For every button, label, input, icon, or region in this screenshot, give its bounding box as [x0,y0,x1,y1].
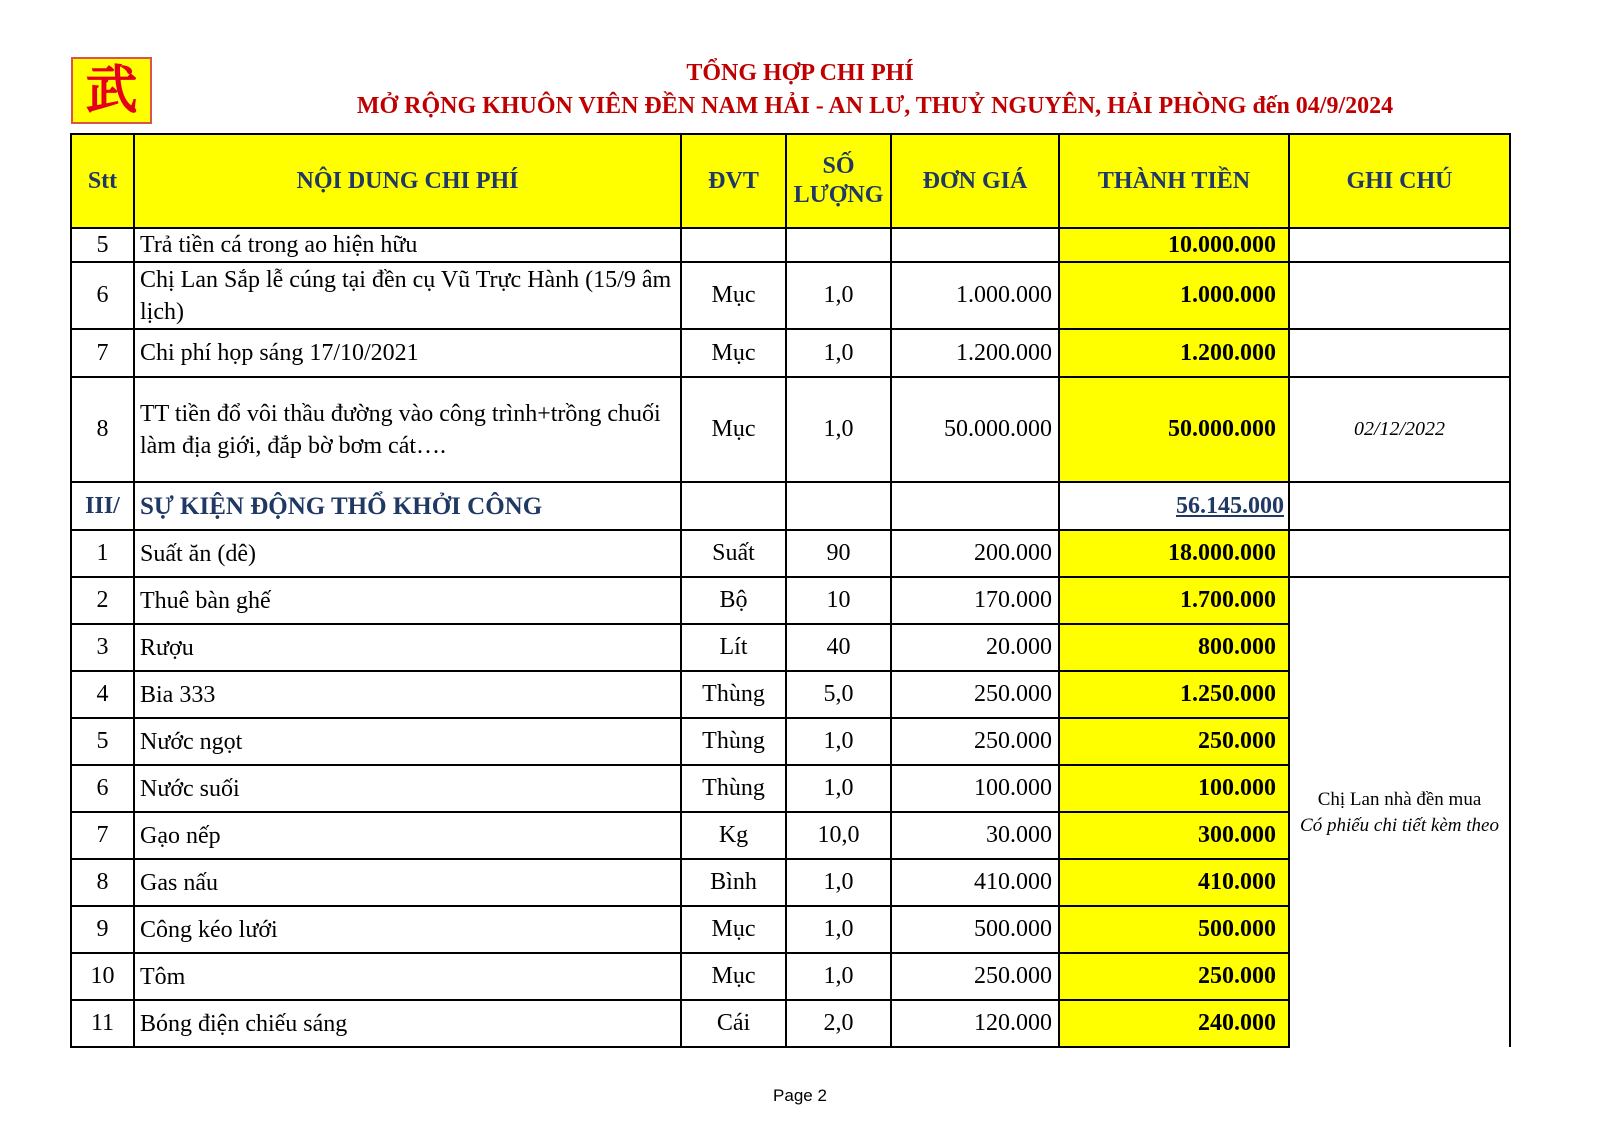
cell-unit-price: 1.000.000 [891,262,1059,329]
cell-description: Gạo nếp [134,812,681,859]
cell-quantity: 2,0 [786,1000,891,1047]
cell-quantity: 90 [786,530,891,577]
cell-unit-price: 250.000 [891,953,1059,1000]
cell-total: 10.000.000 [1059,228,1289,262]
cost-table [70,133,1511,1048]
cell-description: Bóng điện chiếu sáng [134,1000,681,1047]
cell-unit: Cái [681,1000,786,1047]
cell-unit-price: 1.200.000 [891,329,1059,377]
merged-note [1289,577,1510,1047]
table-header-row [71,134,1510,228]
cell-quantity: 1,0 [786,377,891,482]
merged-note-line2: Có phiếu chi tiết kèm theo [1300,814,1499,836]
cell-total: 800.000 [1059,624,1289,671]
cell-unit: Bình [681,859,786,906]
cell-unit-price: 500.000 [891,906,1059,953]
cell-total: 250.000 [1059,718,1289,765]
cell-stt: 2 [71,577,134,624]
cell-quantity: 1,0 [786,718,891,765]
merged-note-line1: Chị Lan nhà đền mua [1317,789,1482,811]
cell-unit-price: 100.000 [891,765,1059,812]
cell-description: Suất ăn (dê) [134,530,681,577]
cell-unit: Bộ [681,577,786,624]
cell-total: 500.000 [1059,906,1289,953]
cell-stt: 6 [71,262,134,329]
cell-description: Gas nấu [134,859,681,906]
page-number: Page 2 [773,1086,827,1105]
cell-total: 1.000.000 [1059,262,1289,329]
cell-unit: Mục [681,262,786,329]
section-row [71,482,1510,530]
cell-unit [681,482,786,530]
cell-quantity: 1,0 [786,859,891,906]
cell-total: 1.200.000 [1059,329,1289,377]
cell-quantity: 1,0 [786,906,891,953]
cell-quantity: 1,0 [786,329,891,377]
cell-unit: Thùng [681,671,786,718]
cell-stt: 7 [71,329,134,377]
cell-description: Nước ngọt [134,718,681,765]
cell-description: TT tiền đổ vôi thầu đường vào công trình+trồng chuối làm địa giới, đắp bờ bơm cát…. [134,377,681,482]
header-unit-price: ĐƠN GIÁ [891,134,1059,228]
cell-stt: 1 [71,530,134,577]
cell-note [1289,329,1510,377]
cell-description: Chi phí họp sáng 17/10/2021 [134,329,681,377]
header-note: GHI CHÚ [1289,134,1510,228]
cell-unit: Thùng [681,718,786,765]
cell-description: Bia 333 [134,671,681,718]
cell-description: Nước suối [134,765,681,812]
cell-stt: 7 [71,812,134,859]
cell-description: Rượu [134,624,681,671]
cell-stt: 9 [71,906,134,953]
cell-unit-price [891,228,1059,262]
cell-stt: 8 [71,859,134,906]
table-row [71,329,1510,377]
table-row [71,530,1510,577]
cell-stt: 5 [71,718,134,765]
cell-quantity: 1,0 [786,953,891,1000]
header-quantity-line1: SỐ [822,153,855,180]
cell-stt: 10 [71,953,134,1000]
cell-unit: Mục [681,377,786,482]
cell-unit: Suất [681,530,786,577]
cell-unit: Kg [681,812,786,859]
cell-quantity: 1,0 [786,765,891,812]
cell-quantity: 40 [786,624,891,671]
section-number: III/ [71,482,134,530]
cell-quantity: 10,0 [786,812,891,859]
cell-total: 410.000 [1059,859,1289,906]
cell-quantity: 10 [786,577,891,624]
cell-unit-price: 50.000.000 [891,377,1059,482]
cell-quantity: 5,0 [786,671,891,718]
cell-description: Trả tiền cá trong ao hiện hữu [134,228,681,262]
cell-quantity: 1,0 [786,262,891,329]
cell-total: 1.250.000 [1059,671,1289,718]
cell-unit-price: 250.000 [891,671,1059,718]
header-stt: Stt [71,134,134,228]
cell-unit-price: 120.000 [891,1000,1059,1047]
cell-description: Chị Lan Sắp lễ cúng tại đền cụ Vũ Trực Hành (15/9 âm lịch) [134,262,681,329]
cell-unit: Mục [681,329,786,377]
cell-stt: 8 [71,377,134,482]
cell-stt: 3 [71,624,134,671]
cell-total: 250.000 [1059,953,1289,1000]
cell-unit-price: 170.000 [891,577,1059,624]
cell-quantity [786,228,891,262]
cell-stt: 11 [71,1000,134,1047]
table-row [71,262,1510,329]
table-row [71,577,1510,624]
cell-note [1289,530,1510,577]
cell-unit: Lít [681,624,786,671]
logo-character: 武 [85,59,138,121]
cell-total: 240.000 [1059,1000,1289,1047]
cell-description: Tôm [134,953,681,1000]
cell-note [1289,262,1510,329]
cell-stt: 4 [71,671,134,718]
cell-note [1289,228,1510,262]
cell-unit: Thùng [681,765,786,812]
cell-unit-price: 200.000 [891,530,1059,577]
header-total: THÀNH TIỀN [1059,134,1289,228]
cell-unit-price: 30.000 [891,812,1059,859]
cell-total: 300.000 [1059,812,1289,859]
table-row [71,228,1510,262]
cell-unit: Mục [681,953,786,1000]
cell-unit-price: 250.000 [891,718,1059,765]
cell-unit-price: 410.000 [891,859,1059,906]
header-unit: ĐVT [681,134,786,228]
section-title: SỰ KIỆN ĐỘNG THỔ KHỞI CÔNG [134,482,681,530]
cell-stt: 5 [71,228,134,262]
document-title: TỔNG HỢP CHI PHÍ [686,60,914,86]
table-row [71,377,1510,482]
cell-unit-price: 20.000 [891,624,1059,671]
cell-total: 100.000 [1059,765,1289,812]
cell-description: Công kéo lưới [134,906,681,953]
cell-unit [681,228,786,262]
cell-total: 1.700.000 [1059,577,1289,624]
cell-stt: 6 [71,765,134,812]
cell-note [1289,482,1510,530]
header-description: NỘI DUNG CHI PHÍ [134,134,681,228]
cell-description: Thuê bàn ghế [134,577,681,624]
cell-unit-price [891,482,1059,530]
header-quantity-line2: LƯỢNG [793,182,884,208]
section-total: 56.145.000 [1059,482,1289,530]
cell-quantity [786,482,891,530]
cell-unit: Mục [681,906,786,953]
cell-total: 18.000.000 [1059,530,1289,577]
document-subtitle: MỞ RỘNG KHUÔN VIÊN ĐỀN NAM HẢI - AN LƯ, THUỶ NGUYÊN, HẢI PHÒNG đến 04/9/2024 [356,93,1394,119]
cell-total: 50.000.000 [1059,377,1289,482]
header-quantity [786,134,891,228]
cell-note: 02/12/2022 [1289,377,1510,482]
